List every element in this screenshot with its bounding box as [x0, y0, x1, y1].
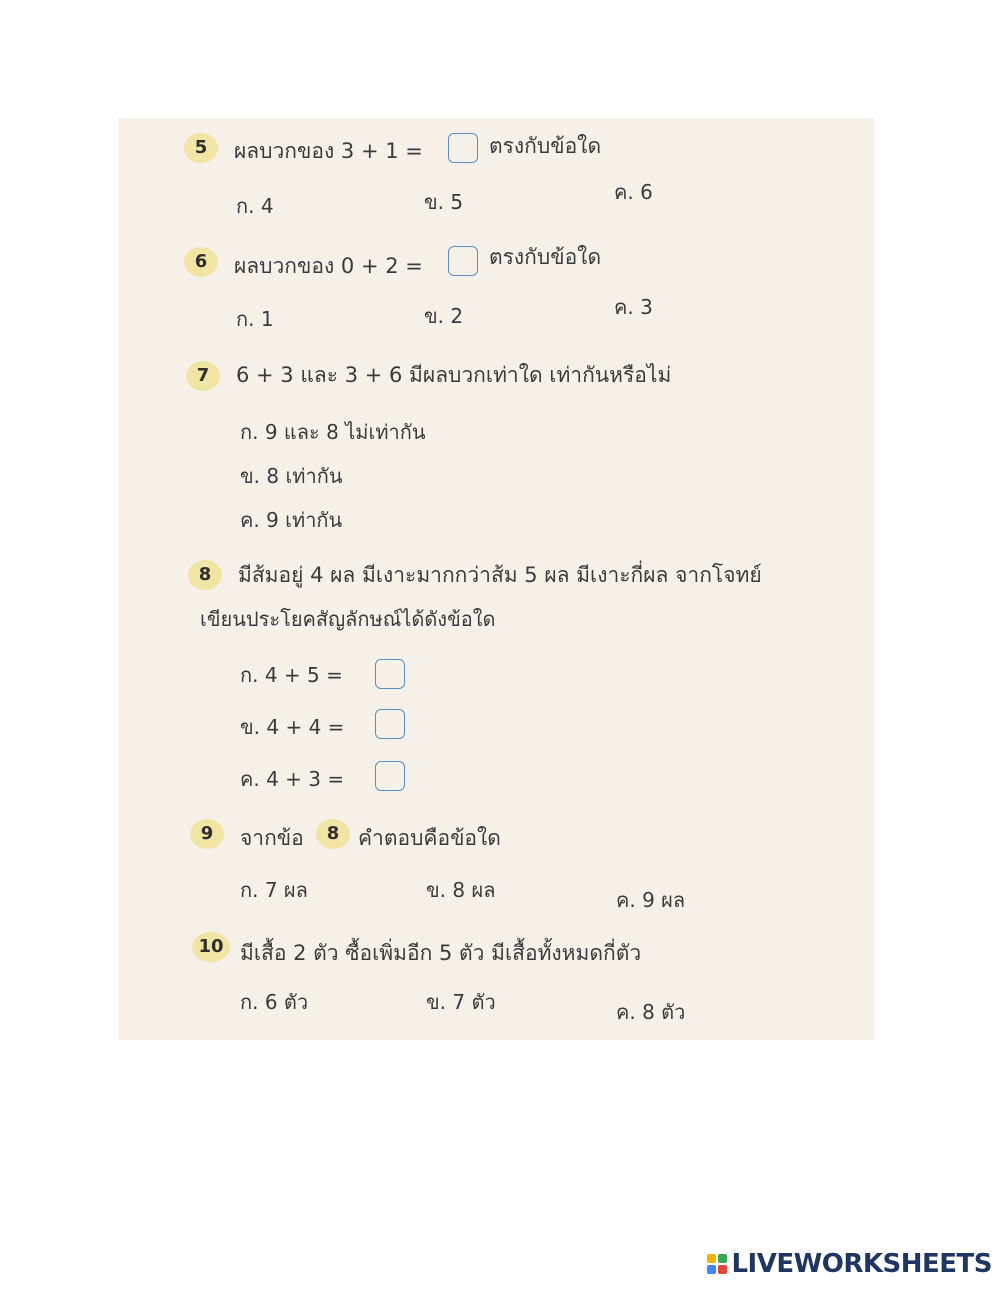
- question-10-option-c: ค. 8 ตัว: [616, 1000, 686, 1024]
- question-10-number: 10: [192, 932, 230, 962]
- question-8-option-a-box[interactable]: [375, 659, 405, 689]
- question-9-number: 9: [190, 819, 224, 849]
- question-7-option-a: ก. 9 และ 8 ไม่เท่ากัน: [240, 420, 426, 444]
- question-5-answer-box[interactable]: [448, 133, 478, 163]
- question-5-option-a: ก. 4: [236, 194, 274, 218]
- question-5-text-suffix: ตรงกับข้อใด: [489, 134, 602, 158]
- question-9-text-suffix: คำตอบคือข้อใด: [358, 826, 501, 850]
- question-5-number: 5: [184, 133, 218, 163]
- question-7-option-c: ค. 9 เท่ากัน: [240, 508, 343, 532]
- question-8-option-b-box[interactable]: [375, 709, 405, 739]
- question-6-option-a: ก. 1: [236, 307, 274, 331]
- question-6-option-c: ค. 3: [614, 295, 653, 319]
- question-9-option-c: ค. 9 ผล: [616, 888, 686, 912]
- liveworksheets-logo-icon: [707, 1254, 727, 1274]
- question-7-option-b: ข. 8 เท่ากัน: [240, 464, 343, 488]
- question-5-option-c: ค. 6: [614, 180, 653, 204]
- question-6-text-suffix: ตรงกับข้อใด: [489, 245, 602, 269]
- question-6-number: 6: [184, 247, 218, 277]
- question-8-text-line2: เขียนประโยคสัญลักษณ์ได้ดังข้อใด: [200, 607, 496, 631]
- question-7-number: 7: [186, 361, 220, 391]
- question-8-option-a: ก. 4 + 5 =: [240, 663, 343, 687]
- question-9-reference-number: 8: [316, 819, 350, 849]
- question-8-option-c-box[interactable]: [375, 761, 405, 791]
- question-7-text: 6 + 3 และ 3 + 6 มีผลบวกเท่าใด เท่ากันหรือไม่: [236, 363, 672, 387]
- liveworksheets-logo: [707, 1249, 992, 1279]
- question-6-answer-box[interactable]: [448, 246, 478, 276]
- question-10-text: มีเสื้อ 2 ตัว ซื้อเพิ่มอีก 5 ตัว มีเสื้อทั้งหมดกี่ตัว: [240, 941, 642, 965]
- question-8-option-c: ค. 4 + 3 =: [240, 767, 345, 791]
- question-5-option-b: ข. 5: [424, 190, 464, 214]
- question-9-option-b: ข. 8 ผล: [426, 878, 496, 902]
- question-6-text: ผลบวกของ 0 + 2 =: [234, 254, 423, 278]
- question-9-option-a: ก. 7 ผล: [240, 878, 308, 902]
- question-10-option-a: ก. 6 ตัว: [240, 990, 309, 1014]
- question-8-text-line1: มีส้มอยู่ 4 ผล มีเงาะมากกว่าส้ม 5 ผล มีเงาะกี่ผล จากโจทย์: [238, 563, 762, 587]
- liveworksheets-logo-text: LIVEWORKSHEETS: [731, 1249, 992, 1279]
- question-5-text: ผลบวกของ 3 + 1 =: [234, 139, 423, 163]
- question-9-text: จากข้อ: [240, 826, 304, 850]
- question-8-option-b: ข. 4 + 4 =: [240, 715, 345, 739]
- question-8-number: 8: [188, 560, 222, 590]
- question-10-option-b: ข. 7 ตัว: [426, 990, 496, 1014]
- question-6-option-b: ข. 2: [424, 304, 464, 328]
